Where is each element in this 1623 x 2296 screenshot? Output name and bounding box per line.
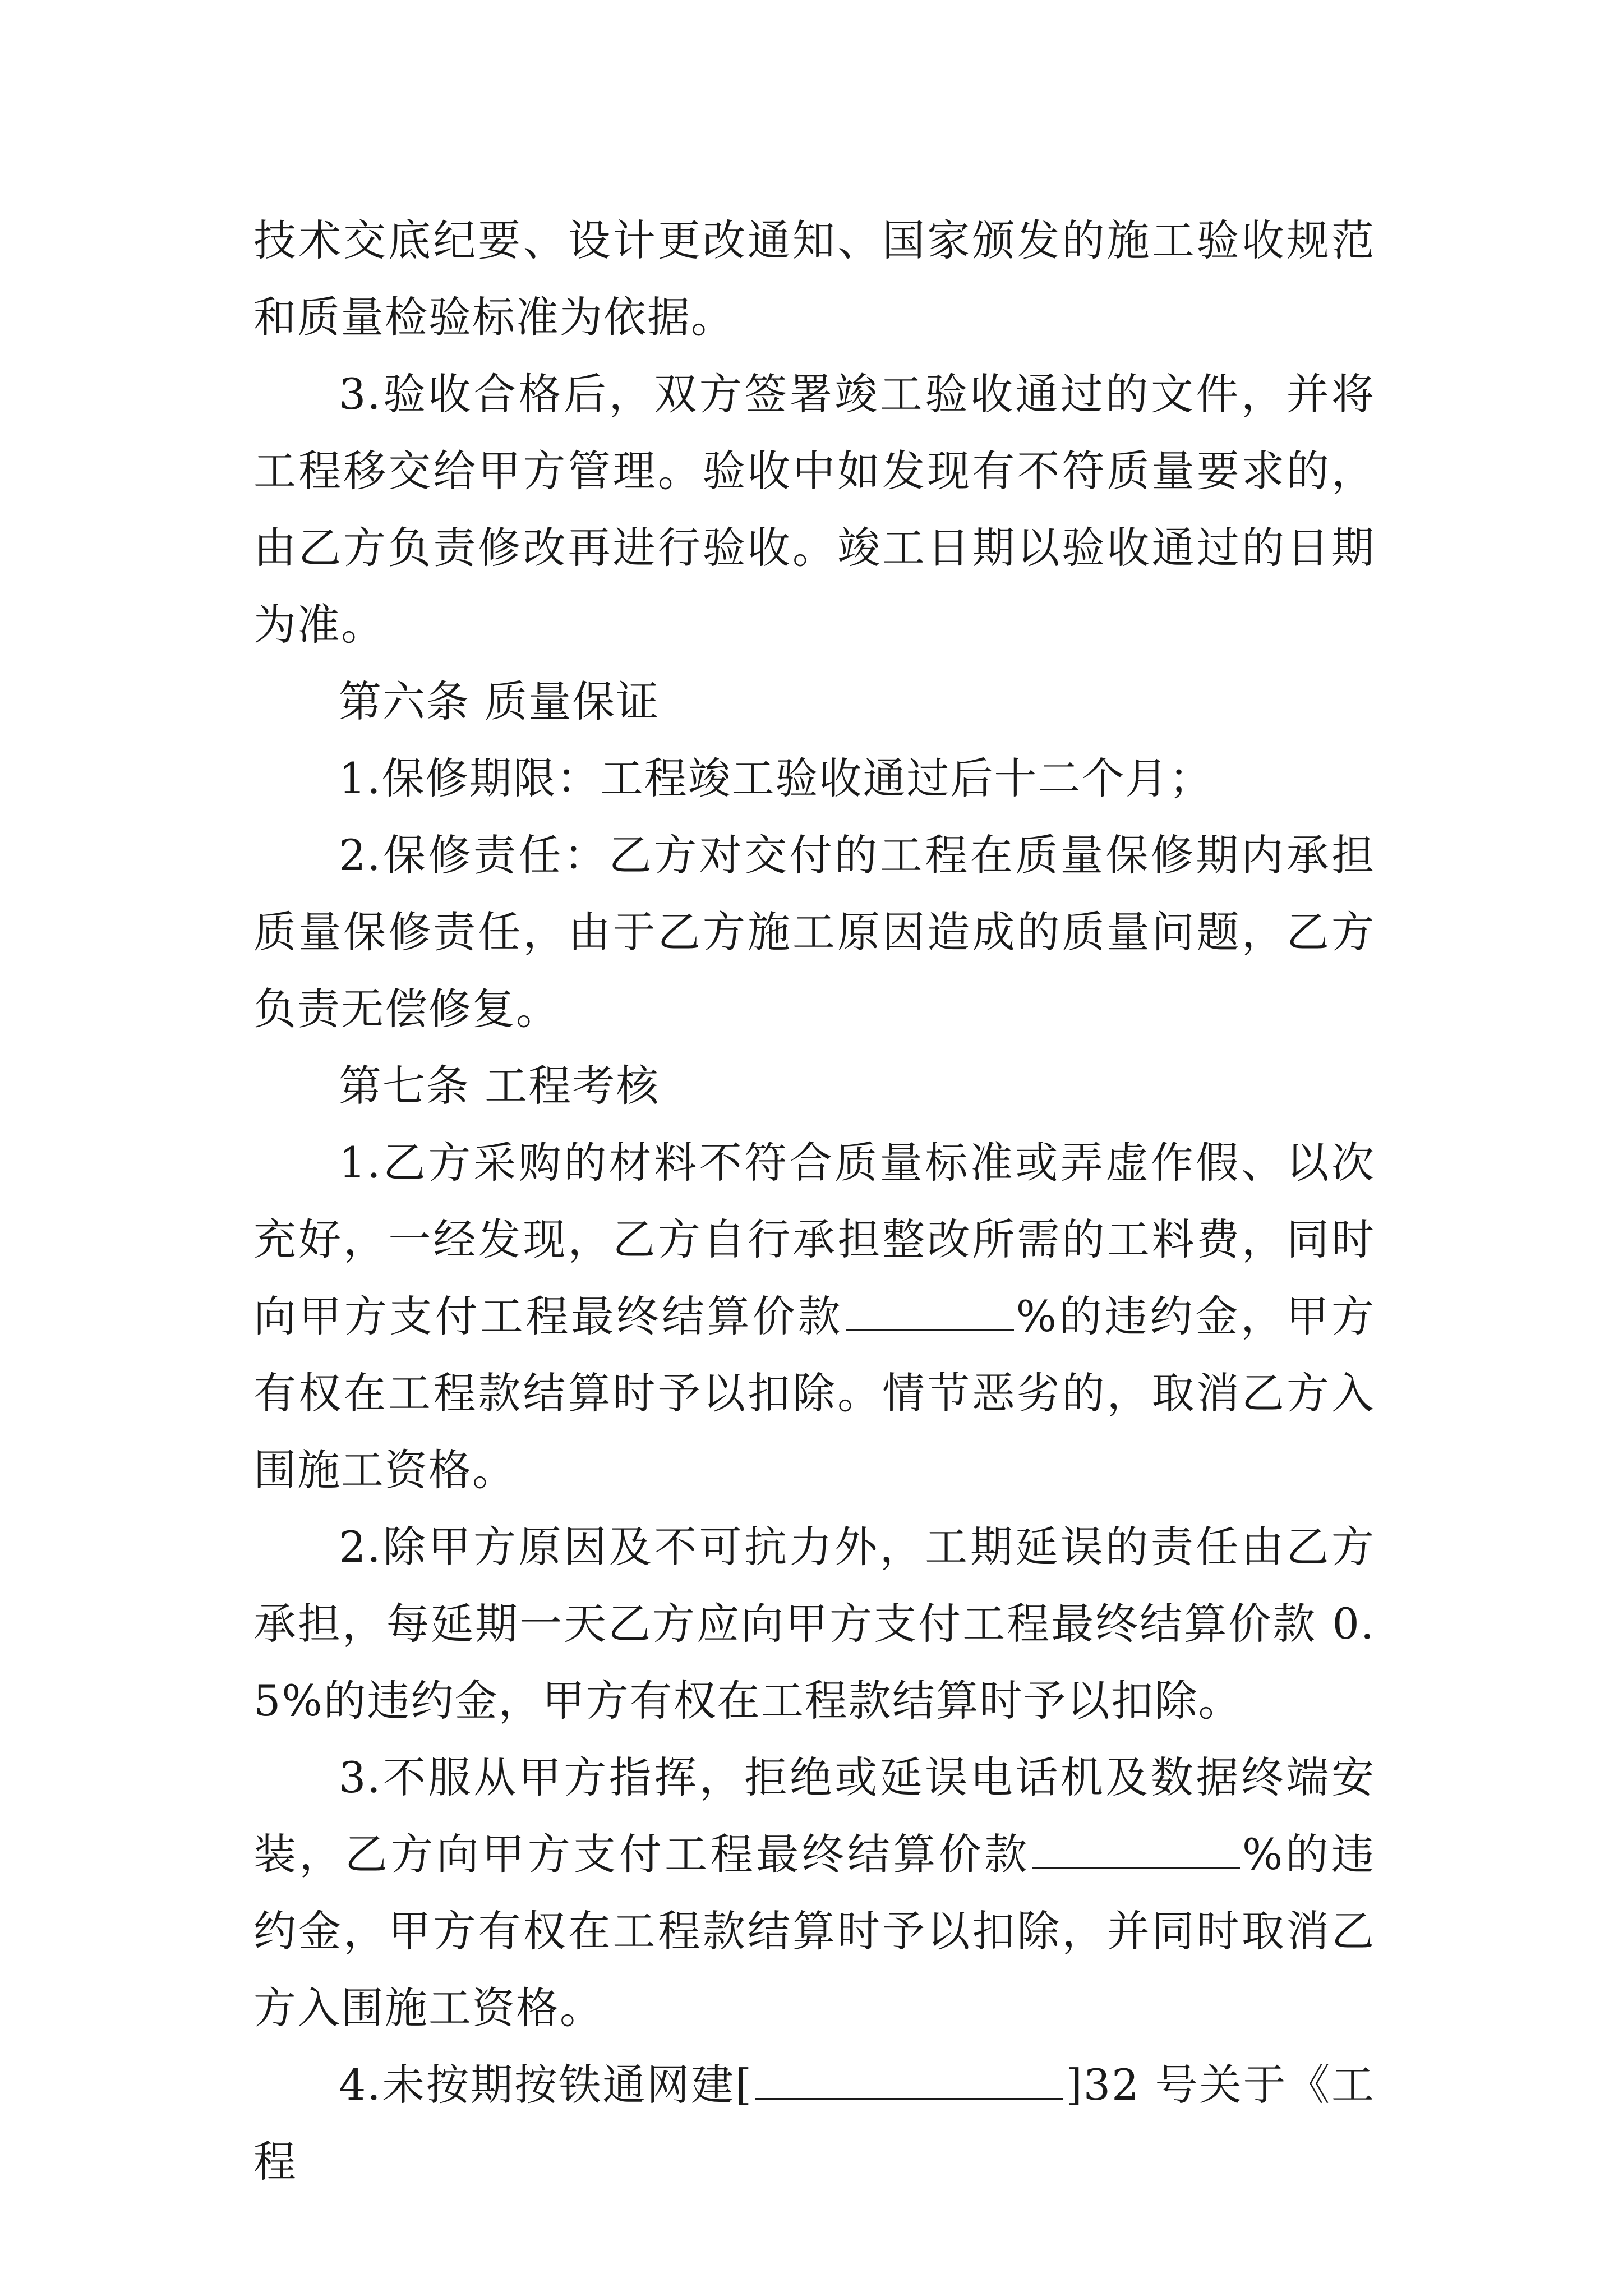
blank-underline	[1032, 1833, 1240, 1869]
article-7-heading: 第七条 工程考核	[339, 1061, 660, 1111]
assessment-3-text-b: %的违约金，甲方有权在工程款结算时予以扣除，并同时取消乙方入围施工资格。	[253, 1829, 1375, 2033]
assessment-1-text-b: %的违约金，甲方有权在工程款结算时予以扣除。情节恶劣的，取消乙方入围施工资格。	[253, 1291, 1376, 1495]
paragraph-continuation: 技术交底纪要、设计更改通知、国家颁发的施工验收规范和质量检验标准为依据。	[253, 215, 1375, 342]
paragraph-assessment-4	[253, 2046, 1375, 2200]
paragraph-assessment-2: 2.除甲方原因及不可抗力外，工期延误的责任由乙方承担，每延期一天乙方应向甲方支付工程最终结算价款 0.5%的违约金，甲方有权在工程款结算时予以扣除。	[253, 1522, 1375, 1726]
assessment-1-text-a: 1.乙方采购的材料不符合质量标准或弄虚作假、以次充好，一经发现，乙方自行承担整改所需的工料费，同时向甲方支付工程最终结算价款	[253, 1138, 1375, 1341]
paragraph-warranty-period: 1.保修期限：工程竣工验收通过后十二个月；	[339, 753, 1213, 803]
paragraph-assessment-1	[253, 1124, 1375, 1508]
assessment-4-text-b: ]32 号关于《工程	[253, 2060, 1375, 2187]
paragraph-acceptance-3: 3.验收合格后，双方签署竣工验收通过的文件，并将工程移交给甲方管理。验收中如发现有不符质量要求的，由乙方负责修改再进行验收。竣工日期以验收通过的日期为准。	[253, 369, 1375, 650]
paragraph-warranty-responsibility: 2.保修责任：乙方对交付的工程在质量保修期内承担质量保修责任，由于乙方施工原因造成的质量问题，乙方负责无偿修复。	[253, 830, 1375, 1034]
paragraph-assessment-3	[253, 1739, 1375, 2046]
document-body	[253, 202, 1375, 2200]
article-6-heading: 第六条 质量保证	[339, 677, 660, 726]
blank-underline	[846, 1295, 1014, 1331]
assessment-3-text-a: 3.不服从甲方指挥，拒绝或延误电话机及数据终端安装，乙方向甲方支付工程最终结算价款	[253, 1752, 1375, 1879]
assessment-4-text-a: 4.未按期按铁通网建[	[339, 2060, 753, 2110]
blank-underline	[755, 2063, 1063, 2100]
